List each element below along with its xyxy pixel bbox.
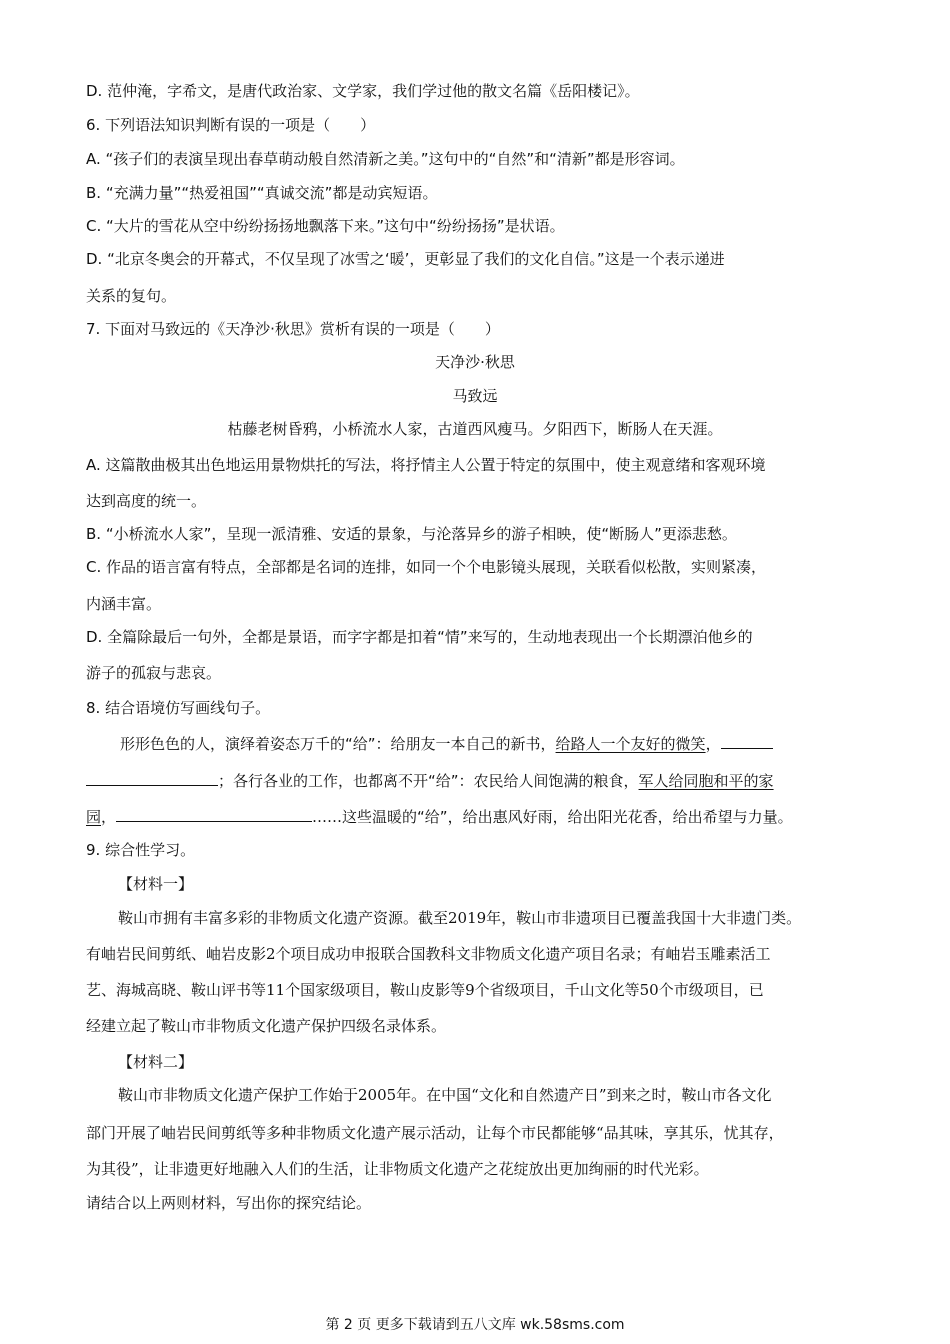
q8-text: ……这些温暖的“给”，给出惠风好雨，给出阳光花香，给出希望与力量。 <box>312 808 793 826</box>
q6-stem: 6. 下列语法知识判断有误的一项是（ ） <box>86 116 376 134</box>
q8-text: ；各行各业的工作，也都离不开“给”：农民给人间饱满的粮食， <box>218 772 639 790</box>
material-1-title: 【材料一】 <box>118 875 194 893</box>
poem-author: 马致远 <box>452 387 498 405</box>
material-1-line4: 经建立起了鞍山市非物质文化遗产保护四级名录体系。 <box>86 1017 447 1035</box>
page-footer: 第 2 页 更多下载请到五八文库 wk.58sms.com <box>325 1317 625 1333</box>
material-2-line2: 部门开展了岫岩民间剪纸等多种非物质文化遗产展示活动，让每个市民都能够“品其味，享其乐，忧其存， <box>86 1124 784 1142</box>
q8-text: ， <box>705 735 721 753</box>
q8-blank-1[interactable] <box>721 733 773 749</box>
q7-option-b: B. “小桥流水人家”，呈现一派清雅、安适的景象，与沦落异乡的游子相映，使“断肠人”更添悲愁。 <box>86 525 737 543</box>
q9-stem: 9. 综合性学习。 <box>86 841 196 859</box>
poem-text: 枯藤老树昏鸦，小桥流水人家，古道西风瘦马。夕阳西下，断肠人在天涯。 <box>227 420 723 438</box>
q6-option-a: A. “孩子们的表演呈现出春草萌动般自然清新之美。”这句中的“自然”和“清新”都是形容词。 <box>86 150 685 168</box>
q7-option-d-line1: D. 全篇除最后一句外，全都是景语，而字字都是扣着“情”来写的，生动地表现出一个长期漂泊他乡的 <box>86 628 753 646</box>
q9-prompt: 请结合以上两则材料，写出你的探究结论。 <box>86 1194 372 1212</box>
q8-paragraph-line3 <box>86 806 864 827</box>
q8-text: ， <box>101 808 117 826</box>
q6-option-b: B. “充满力量”“热爱祖国”“真诚交流”都是动宾短语。 <box>86 184 438 202</box>
material-1-line1: 鞍山市拥有丰富多彩的非物质文化遗产资源。截至2019年，鞍山市非遗项目已覆盖我国十大非遗门类。 <box>118 909 802 927</box>
q8-underlined-sentence: 给路人一个友好的微笑 <box>555 735 706 753</box>
q7-option-a-line1: A. 这篇散曲极其出色地运用景物烘托的写法，将抒情主人公置于特定的氛围中，使主观意绪和客观环境 <box>86 456 766 474</box>
q8-blank-1-cont[interactable] <box>86 770 218 786</box>
material-1-line2: 有岫岩民间剪纸、岫岩皮影2个项目成功申报联合国教科文非物质文化遗产项目名录；有岫岩玉雕素活工 <box>86 945 771 963</box>
q8-paragraph-line1 <box>120 733 864 754</box>
q7-option-c-line1: C. 作品的语言富有特点，全部都是名词的连排，如同一个个电影镜头展现，关联看似松散，实则紧凑， <box>86 558 767 576</box>
q6-option-d-line1: D. “北京冬奥会的开幕式，不仅呈现了冰雪之‘暖’，更彰显了我们的文化自信。”这是一个表示递进 <box>86 250 725 268</box>
q8-paragraph-line2 <box>86 770 864 791</box>
q8-stem: 8. 结合语境仿写画线句子。 <box>86 699 271 717</box>
q8-underlined-sentence: 园 <box>86 808 102 826</box>
q7-stem: 7. 下面对马致远的《天净沙·秋思》赏析有误的一项是（ ） <box>86 320 500 338</box>
material-2-line1: 鞍山市非物质文化遗产保护工作始于2005年。在中国“文化和自然遗产日”到来之时，鞍山市各文化 <box>118 1086 772 1104</box>
material-1-line3: 艺、海城高晓、鞍山评书等11个国家级项目，鞍山皮影等9个省级项目，千山文化等50个市级项目，已 <box>86 981 764 999</box>
q7-option-a-line2: 达到高度的统一。 <box>86 492 207 510</box>
q7-option-d-line2: 游子的孤寂与悲哀。 <box>86 664 222 682</box>
q6-option-c: C. “大片的雪花从空中纷纷扬扬地飘落下来。”这句中“纷纷扬扬”是状语。 <box>86 217 565 235</box>
q5-option-d: D. 范仲淹，字希文，是唐代政治家、文学家，我们学过他的散文名篇《岳阳楼记》。 <box>86 82 640 100</box>
q8-text: 形形色色的人，演绎着姿态万千的“给”：给朋友一本自己的新书， <box>120 735 556 753</box>
material-2-title: 【材料二】 <box>118 1053 194 1071</box>
q8-underlined-sentence: 军人给同胞和平的家 <box>638 772 774 790</box>
material-2-line3: 为其役”，让非遗更好地融入人们的生活，让非物质文化遗产之花绽放出更加绚丽的时代光彩。 <box>86 1160 709 1178</box>
poem-title: 天净沙·秋思 <box>435 353 515 371</box>
q7-option-c-line2: 内涵丰富。 <box>86 595 162 613</box>
q6-option-d-line2: 关系的复句。 <box>86 287 177 305</box>
q8-blank-2[interactable] <box>116 806 312 822</box>
